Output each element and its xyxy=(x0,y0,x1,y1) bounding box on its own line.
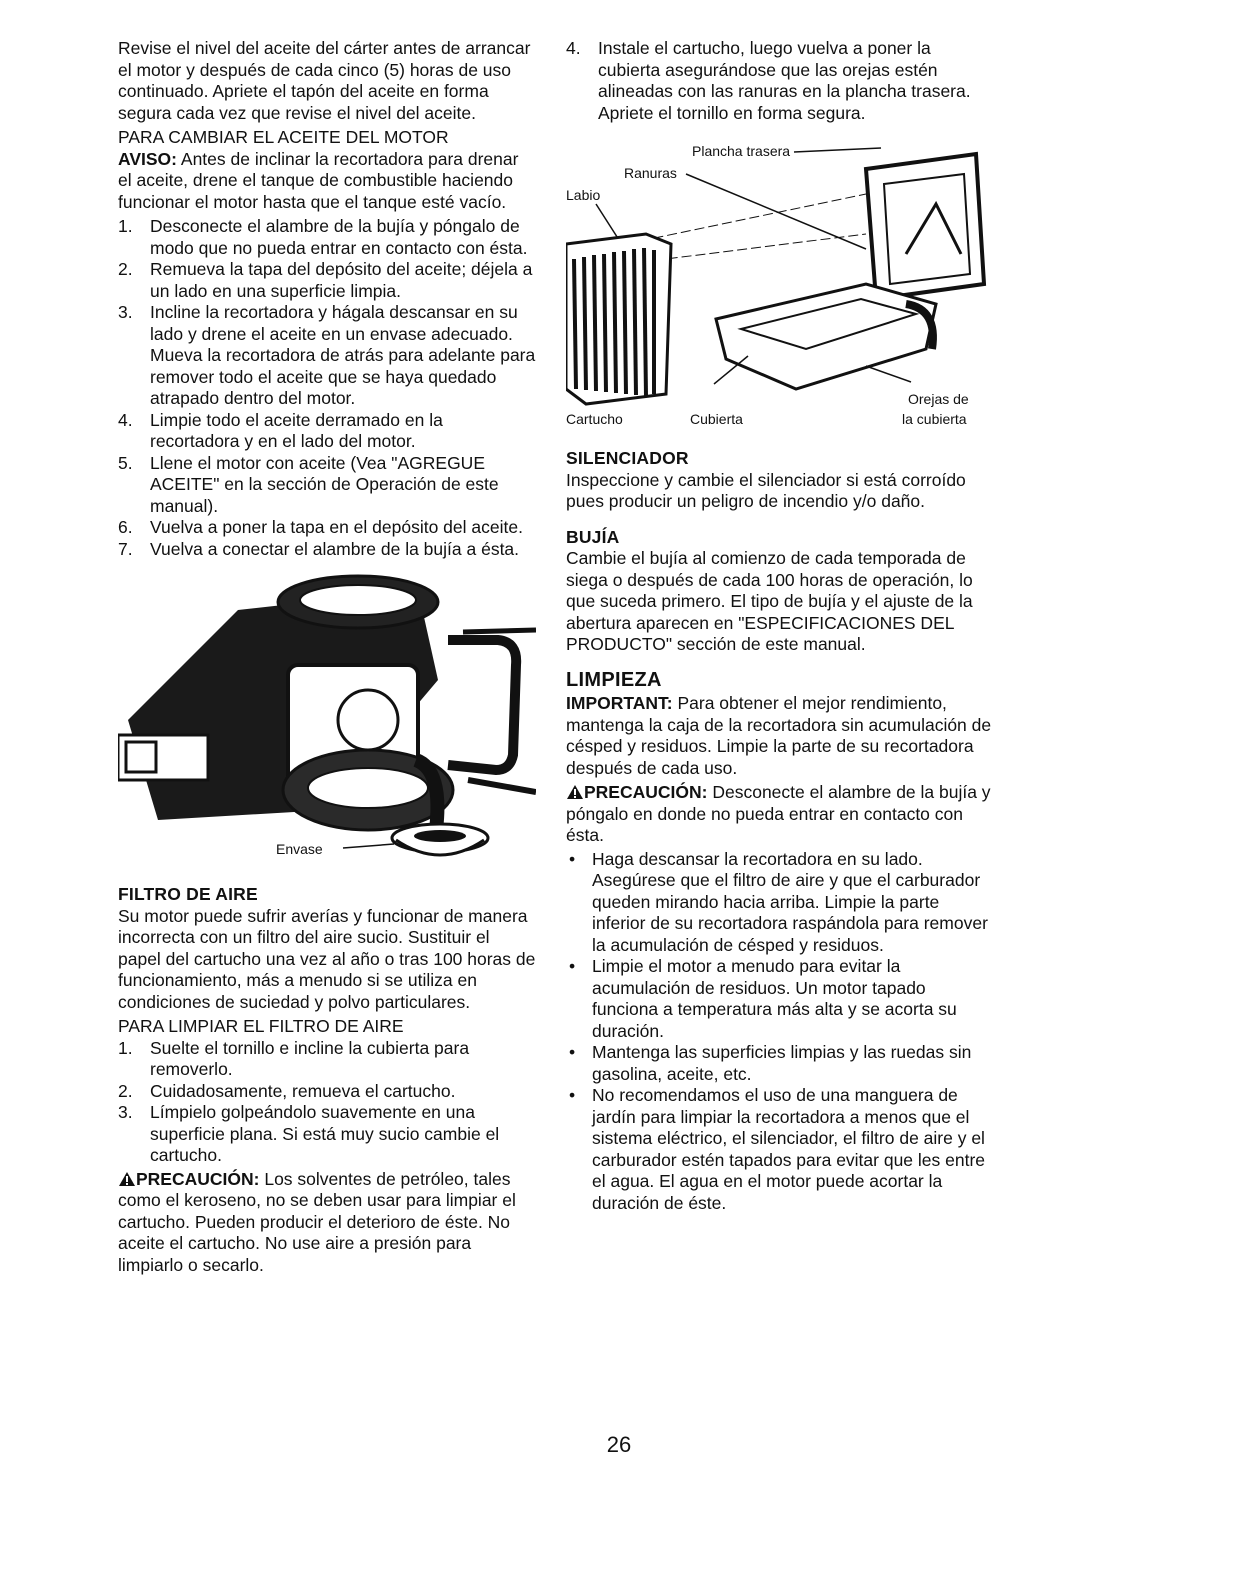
notice-label: AVISO: xyxy=(118,148,177,169)
orejas-label-2: la cubierta xyxy=(902,411,967,427)
deck-window xyxy=(126,742,156,772)
oil-drain-illustration xyxy=(118,570,536,870)
list-item xyxy=(118,216,536,259)
spark-plug-text: Cambie el bujía al comienzo de cada temporada de siega o después de cada 100 horas de operación, lo que suceda primero. El tipo de bujía y el ajuste de la abertura aparecen en "ESPECIFICACIONES DEL PRODUCTO" sección de este manual. xyxy=(566,548,973,654)
bullet-text: No recomendamos el uso de una manguera de jardín para limpiar la recortadora a menos que el sistema eléctrico, el silenciador, el filtro de aire y el carburador estén tapados para evitar que les entre el agua. El agua en el motor puede acortar la duración de éste. xyxy=(592,1085,986,1213)
notice-text: Antes de inclinar la recortadora para drenar el aceite, drene el tanque de combustible haciendo funcionar el motor hasta que el tanque esté vacío. xyxy=(118,148,519,212)
step-text: Límpielo golpeándolo suavemente en una superficie plana. Si está muy sucio cambie el cartucho. xyxy=(150,1102,500,1165)
step-number: 6. xyxy=(118,517,133,537)
orejas-leader xyxy=(866,366,911,382)
step-text: Instale el cartucho, luego vuelva a poner la cubierta asegurándose que las orejas estén alineadas con las ranuras en la plancha trasera. Apriete el tornillo en forma segura. xyxy=(598,38,971,123)
envase-label: Envase xyxy=(276,841,323,857)
step-number: 2. xyxy=(118,1080,133,1101)
step-text: Vuelva a poner la tapa en el depósito del aceite. xyxy=(150,517,523,537)
list-item xyxy=(118,259,536,302)
labio-label: Labio xyxy=(566,187,601,203)
envase-leader-line xyxy=(343,844,394,848)
list-item xyxy=(118,539,536,561)
caution-text: Desconecte el alambre de la bujía y póngalo en donde no pueda entrar en contacto con ésta. xyxy=(566,782,991,845)
step-text: Limpie todo el aceite derramado en la recortadora y en el lado del motor. xyxy=(150,409,443,451)
step-text: Cuidadosamente, remueva el cartucho. xyxy=(150,1080,456,1101)
step-text: Desconecte el alambre de la bujía y póngalo de modo que no pueda entrar en contacto con ésta. xyxy=(150,216,528,258)
oil-change-steps xyxy=(118,216,536,560)
cleaning-caution xyxy=(566,782,992,847)
step-number: 4. xyxy=(566,38,581,58)
oil-check-intro: Revise el nivel del aceite del cárter antes de arrancar el motor y después de cada cinco (5) horas de uso continuado. Apriete el tapón del aceite en forma segura cada vez que revise el nivel del aceite. xyxy=(118,38,531,123)
ranuras-label: Ranuras xyxy=(624,165,677,181)
bullet-icon: • xyxy=(569,1042,576,1062)
bullet-icon: • xyxy=(569,956,576,976)
step-number: 2. xyxy=(118,259,133,279)
list-item xyxy=(566,1042,992,1085)
list-item xyxy=(118,1081,536,1103)
cleaning-title: LIMPIEZA xyxy=(566,668,662,691)
warning-icon xyxy=(118,1171,136,1187)
page-number: 26 xyxy=(606,1432,632,1457)
step-text: Vuelva a conectar el alambre de la bujía a ésta. xyxy=(150,538,520,559)
cartucho-label: Cartucho xyxy=(566,411,623,427)
bullet-text: Mantenga las superficies limpias y las ruedas sin gasolina, aceite, etc. xyxy=(592,1042,972,1084)
oil-change-notice xyxy=(118,149,536,214)
spark-plug-title: BUJÍA xyxy=(566,526,620,547)
filter-steps xyxy=(118,1038,536,1167)
list-item xyxy=(118,517,536,539)
oil-container-body xyxy=(396,840,484,855)
bullet-icon: • xyxy=(569,848,576,869)
important-text: Para obtener el mejor rendimiento, mantenga la caja de la recortadora sin acumulación de césped y residuos. Limpie la parte de su recortadora después de cada uso. xyxy=(566,693,992,778)
important-label: IMPORTANT: xyxy=(566,693,673,713)
air-filter-illustration xyxy=(566,134,992,434)
air-filter-title: FILTRO DE AIRE xyxy=(118,884,258,904)
step-number: 7. xyxy=(118,538,133,559)
warning-icon xyxy=(566,784,584,800)
right-column xyxy=(566,38,992,1214)
step-text: Llene el motor con aceite (Vea "AGREGUE ACEITE" en la sección de Operación de este manual). xyxy=(150,452,499,516)
list-item xyxy=(118,453,536,518)
step-number: 4. xyxy=(118,409,133,430)
oil-in-container xyxy=(414,830,466,842)
step-number: 3. xyxy=(118,1102,133,1122)
step-text: Suelte el tornillo e incline la cubierta para removerlo. xyxy=(150,1037,470,1079)
cubierta-label: Cubierta xyxy=(690,411,743,427)
caution-label: PRECAUCIÓN: xyxy=(584,782,708,802)
list-item xyxy=(118,302,536,410)
step-number: 5. xyxy=(118,452,133,473)
handle-bar-lower xyxy=(468,780,536,792)
top-wheel-hub xyxy=(300,585,416,615)
bullet-text: Limpie el motor a menudo para evitar la acumulación de residuos. Un motor tapado funciona a temperatura más alta y se acorta su duración. xyxy=(592,956,957,1041)
muffler-title: SILENCIADOR xyxy=(566,448,689,468)
step-text: Remueva la tapa del depósito del aceite; déjela a un lado en una superficie limpia. xyxy=(150,259,533,301)
plancha-leader xyxy=(794,148,881,152)
bottom-wheel-hub xyxy=(308,768,428,808)
caution-label: PRECAUCIÓN: xyxy=(136,1168,260,1189)
step-number: 1. xyxy=(118,216,133,236)
plancha-label: Plancha trasera xyxy=(692,143,791,159)
list-item xyxy=(566,1085,992,1214)
air-filter-text: Su motor puede sufrir averías y funcionar de manera incorrecta con un filtro del aire sucio. Sustituir el papel del cartucho una vez al año o tras 100 horas de funcionamiento, más a menudo si se utiliza en condiciones de suciedad y polvo particulares. xyxy=(118,905,536,1012)
left-column xyxy=(118,38,536,1278)
cleaning-bullets xyxy=(566,849,992,1215)
list-item xyxy=(566,38,992,124)
list-item xyxy=(566,849,992,957)
caution-text: Los solventes de petróleo, tales como el keroseno, no se deben usar para limpiar el cartucho. Pueden producir el deterioro de éste. No aceite el cartucho. No use aire a presión para limpiarlo o secarlo. xyxy=(118,1168,516,1275)
alignment-line xyxy=(626,194,866,244)
engine-cover-circle xyxy=(338,690,398,750)
important-note xyxy=(566,693,992,779)
bullet-text: Haga descansar la recortadora en su lado. Asegúrese que el filtro de aire y que el carburador queden mirando hacia arriba. Limpie la parte inferior de su recortadora raspándola para remover la acumulación de césped y residuos. xyxy=(592,848,988,955)
clean-filter-title: PARA LIMPIAR EL FILTRO DE AIRE xyxy=(118,1016,404,1036)
install-step xyxy=(566,38,992,124)
bullet-icon: • xyxy=(569,1085,576,1105)
list-item xyxy=(118,410,536,453)
list-item xyxy=(566,956,992,1042)
back-plate-inner xyxy=(884,174,970,284)
step-number: 1. xyxy=(118,1037,133,1058)
muffler-text: Inspeccione y cambie el silenciador si está corroído pues producir un peligro de incendio y/o daño. xyxy=(566,469,966,511)
step-text: Incline la recortadora y hágala descansar en su lado y drene el aceite en un envase adecuado. Mueva la recortadora de atrás para adelante para remover todo el aceite que se haya quedado atrapado dentro del motor. xyxy=(150,302,536,408)
list-item xyxy=(118,1038,536,1081)
step-number: 3. xyxy=(118,302,133,322)
orejas-label-1: Orejas de xyxy=(908,391,969,407)
list-item xyxy=(118,1102,536,1167)
mower-handle xyxy=(448,640,516,770)
handle-bar xyxy=(463,630,536,632)
filter-caution xyxy=(118,1169,536,1277)
oil-change-title: PARA CAMBIAR EL ACEITE DEL MOTOR xyxy=(118,127,449,147)
